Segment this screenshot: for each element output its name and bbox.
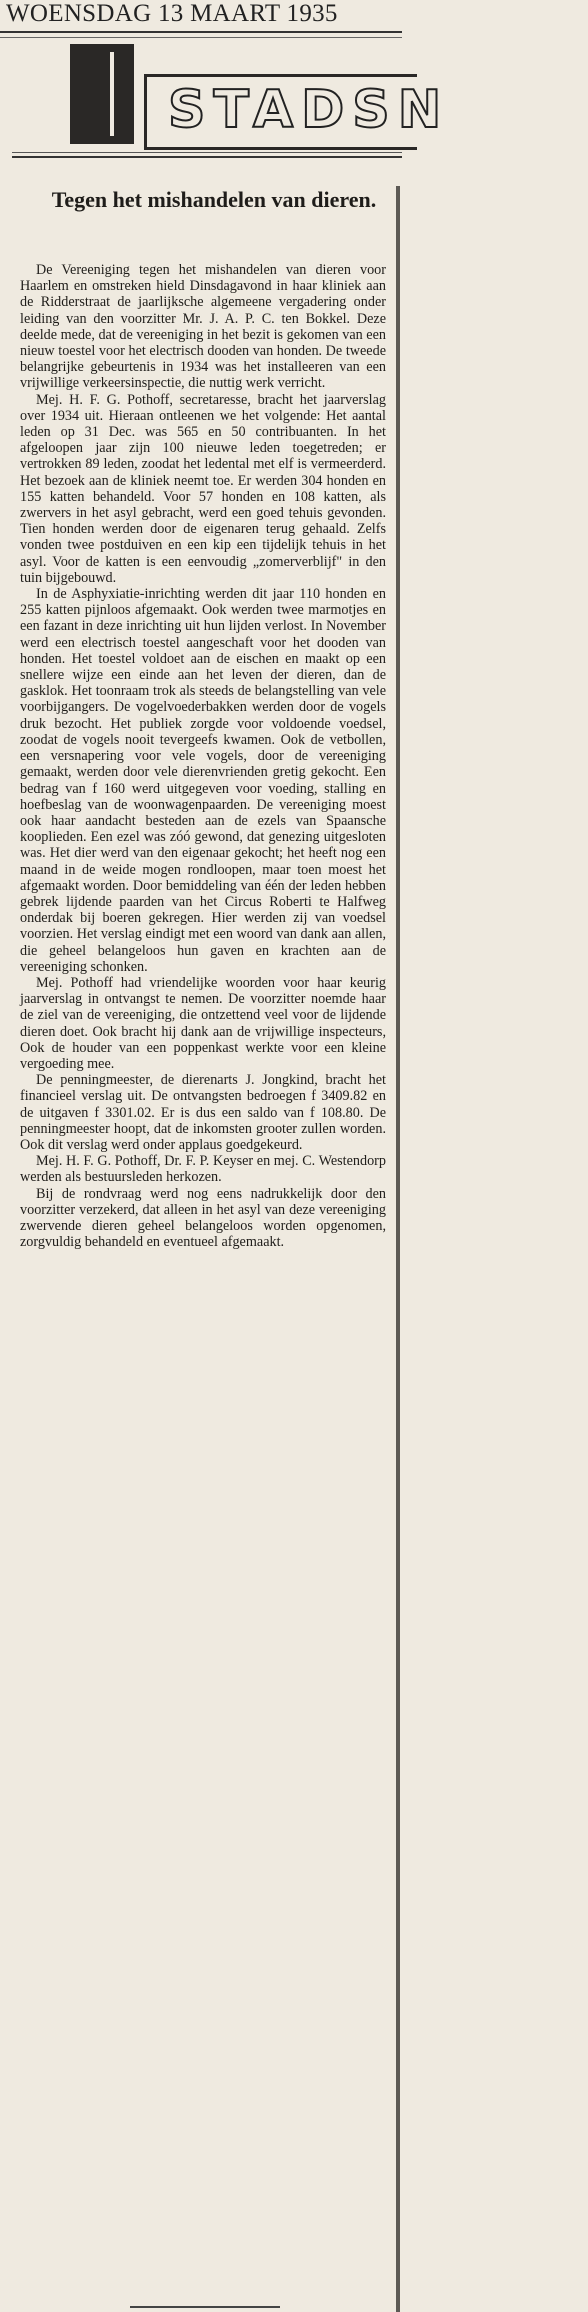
dateline: WOENSDAG 13 MAART 1935 [6, 0, 338, 27]
column-border [396, 186, 400, 2312]
top-rule-thin [0, 37, 402, 38]
article-paragraph: In de Asphyxiatie-inrichting werden dit jaar 110 honden en 255 katten pijnloos afgemaakt. Ook werden twee marmotjes en een fazant in deze inrichting uit hun lijden verlost. In November werd een electrisch toestel aangeschaft voor het dooden van honden. Het toestel voldoet aan de eischen en maakt op een snellere wijze een einde aan het leven der dieren, dan de gasklok. Het toonraam trok als steeds de belangstelling van vele voorbijgangers. De vogelvoederbakken werden door de vogels druk bezocht. Het publiek zorgde voor voldoende voedsel, zoodat de vogels nooit tevergeefs kwamen. Ook de vetbollen, een versnapering voor vele vogels, door de vereeniging gemaakt, werden door vele dierenvrienden gretig gekocht. Een bedrag van f 160 werd uitgegeven voor voeding, stalling en hoefbeslag van de woonwagenpaarden. De vereeniging moest ook haar aandacht besteden aan de ezels van Spaansche kooplieden. Een ezel was zóó gewond, dat genezing uitgesloten was. Het dier werd van den eigenaar gekocht; het heeft nog een maand in de weide mogen rondloopen, maar toen moest het afgemaakt worden. Door bemiddeling van één der leden hebben gebrek lijdende paarden van het Circus Roberti te Halfweg onderdak bij boeren gekregen. Hier werden zij van voedsel voorzien. Het verslag eindigt met een woord van dank aan allen, die geheel belangeloos hun gaven en krachten aan de vereeniging schonken. [20, 586, 386, 975]
masthead-title: STADSN [168, 80, 450, 140]
masthead-block-ornament [70, 44, 134, 144]
section-rule-thin [12, 152, 402, 153]
article-body [20, 262, 386, 1250]
article-end-rule [130, 2306, 280, 2308]
article-paragraph: De Vereeniging tegen het mishandelen van dieren voor Haarlem en omstreken hield Dinsdagavond in haar kliniek aan de Ridderstraat de jaarlijksche algemeene vergadering onder leiding van den voorzitter Mr. J. A. P. C. ten Bokkel. Deze deelde mede, dat de vereeniging in het bezit is gekomen van een nieuw toestel voor het electrisch dooden van honden. De tweede belangrijke gebeurtenis in 1934 was het installeeren van een vrijwillige verkeersinspectie, die nuttig werk verricht. [20, 262, 386, 392]
top-rule [0, 31, 402, 33]
article-headline: Tegen het mishandelen van dieren. [51, 187, 377, 212]
article-paragraph: Mej. Pothoff had vriendelijke woorden voor haar keurig jaarverslag in ontvangst te nemen. De voorzitter noemde haar de ziel van de vereeniging, die ontzettend veel voor de lijdende dieren doet. Ook bracht hij dank aan de vrijwillige inspecteurs, Ook de houder van een poppenkast werkte voor een kleine vergoeding mee. [20, 974, 386, 1072]
masthead-block-line [110, 52, 114, 136]
article-paragraph: Mej. H. F. G. Pothoff, secretaresse, bracht het jaarverslag over 1934 uit. Hieraan ontleenen we het volgende: Het aantal leden op 31 Dec. was 565 en 50 contribuanten. In het afgeloopen jaar zijn 100 nieuwe leden toegetreden; er vertrokken 89 leden, zoodat het ledental met elf is vermeerderd. Het bezoek aan de kliniek neemt toe. Er werden 304 honden en 155 katten behandeld. Voor 57 honden en 108 katten, als zwervers in het asyl gebracht, werd een goed tehuis gevonden. Tien honden werden door de eigenaren terug gehaald. Zelfs vonden twee postduiven en een kip een tijdelijk tehuis in het asyl. Voor de katten is een eenvoudig „zomerverblijf" in den tuin bijgebouwd. [20, 391, 386, 586]
article-paragraph: Bij de rondvraag werd nog eens nadrukkelijk door den voorzitter verzekerd, dat alleen in het asyl van deze vereeniging zwervende dieren geheel belangeloos worden opgenomen, zorgvuldig behandeld en eventueel afgemaakt. [20, 1185, 386, 1251]
article-paragraph: De penningmeester, de dierenarts J. Jongkind, bracht het financieel verslag uit. De ontvangsten bedroegen f 3409.82 en de uitgaven f 3301.02. Er is dus een saldo van f 108.80. De penningmeester hoopt, dat de inkomsten grooter zullen worden. Ook dit verslag werd onder applaus goedgekeurd. [20, 1072, 386, 1153]
article-paragraph: Mej. H. F. G. Pothoff, Dr. F. P. Keyser en mej. C. Westendorp werden als bestuursleden herkozen. [20, 1153, 386, 1186]
section-rule [12, 156, 402, 158]
